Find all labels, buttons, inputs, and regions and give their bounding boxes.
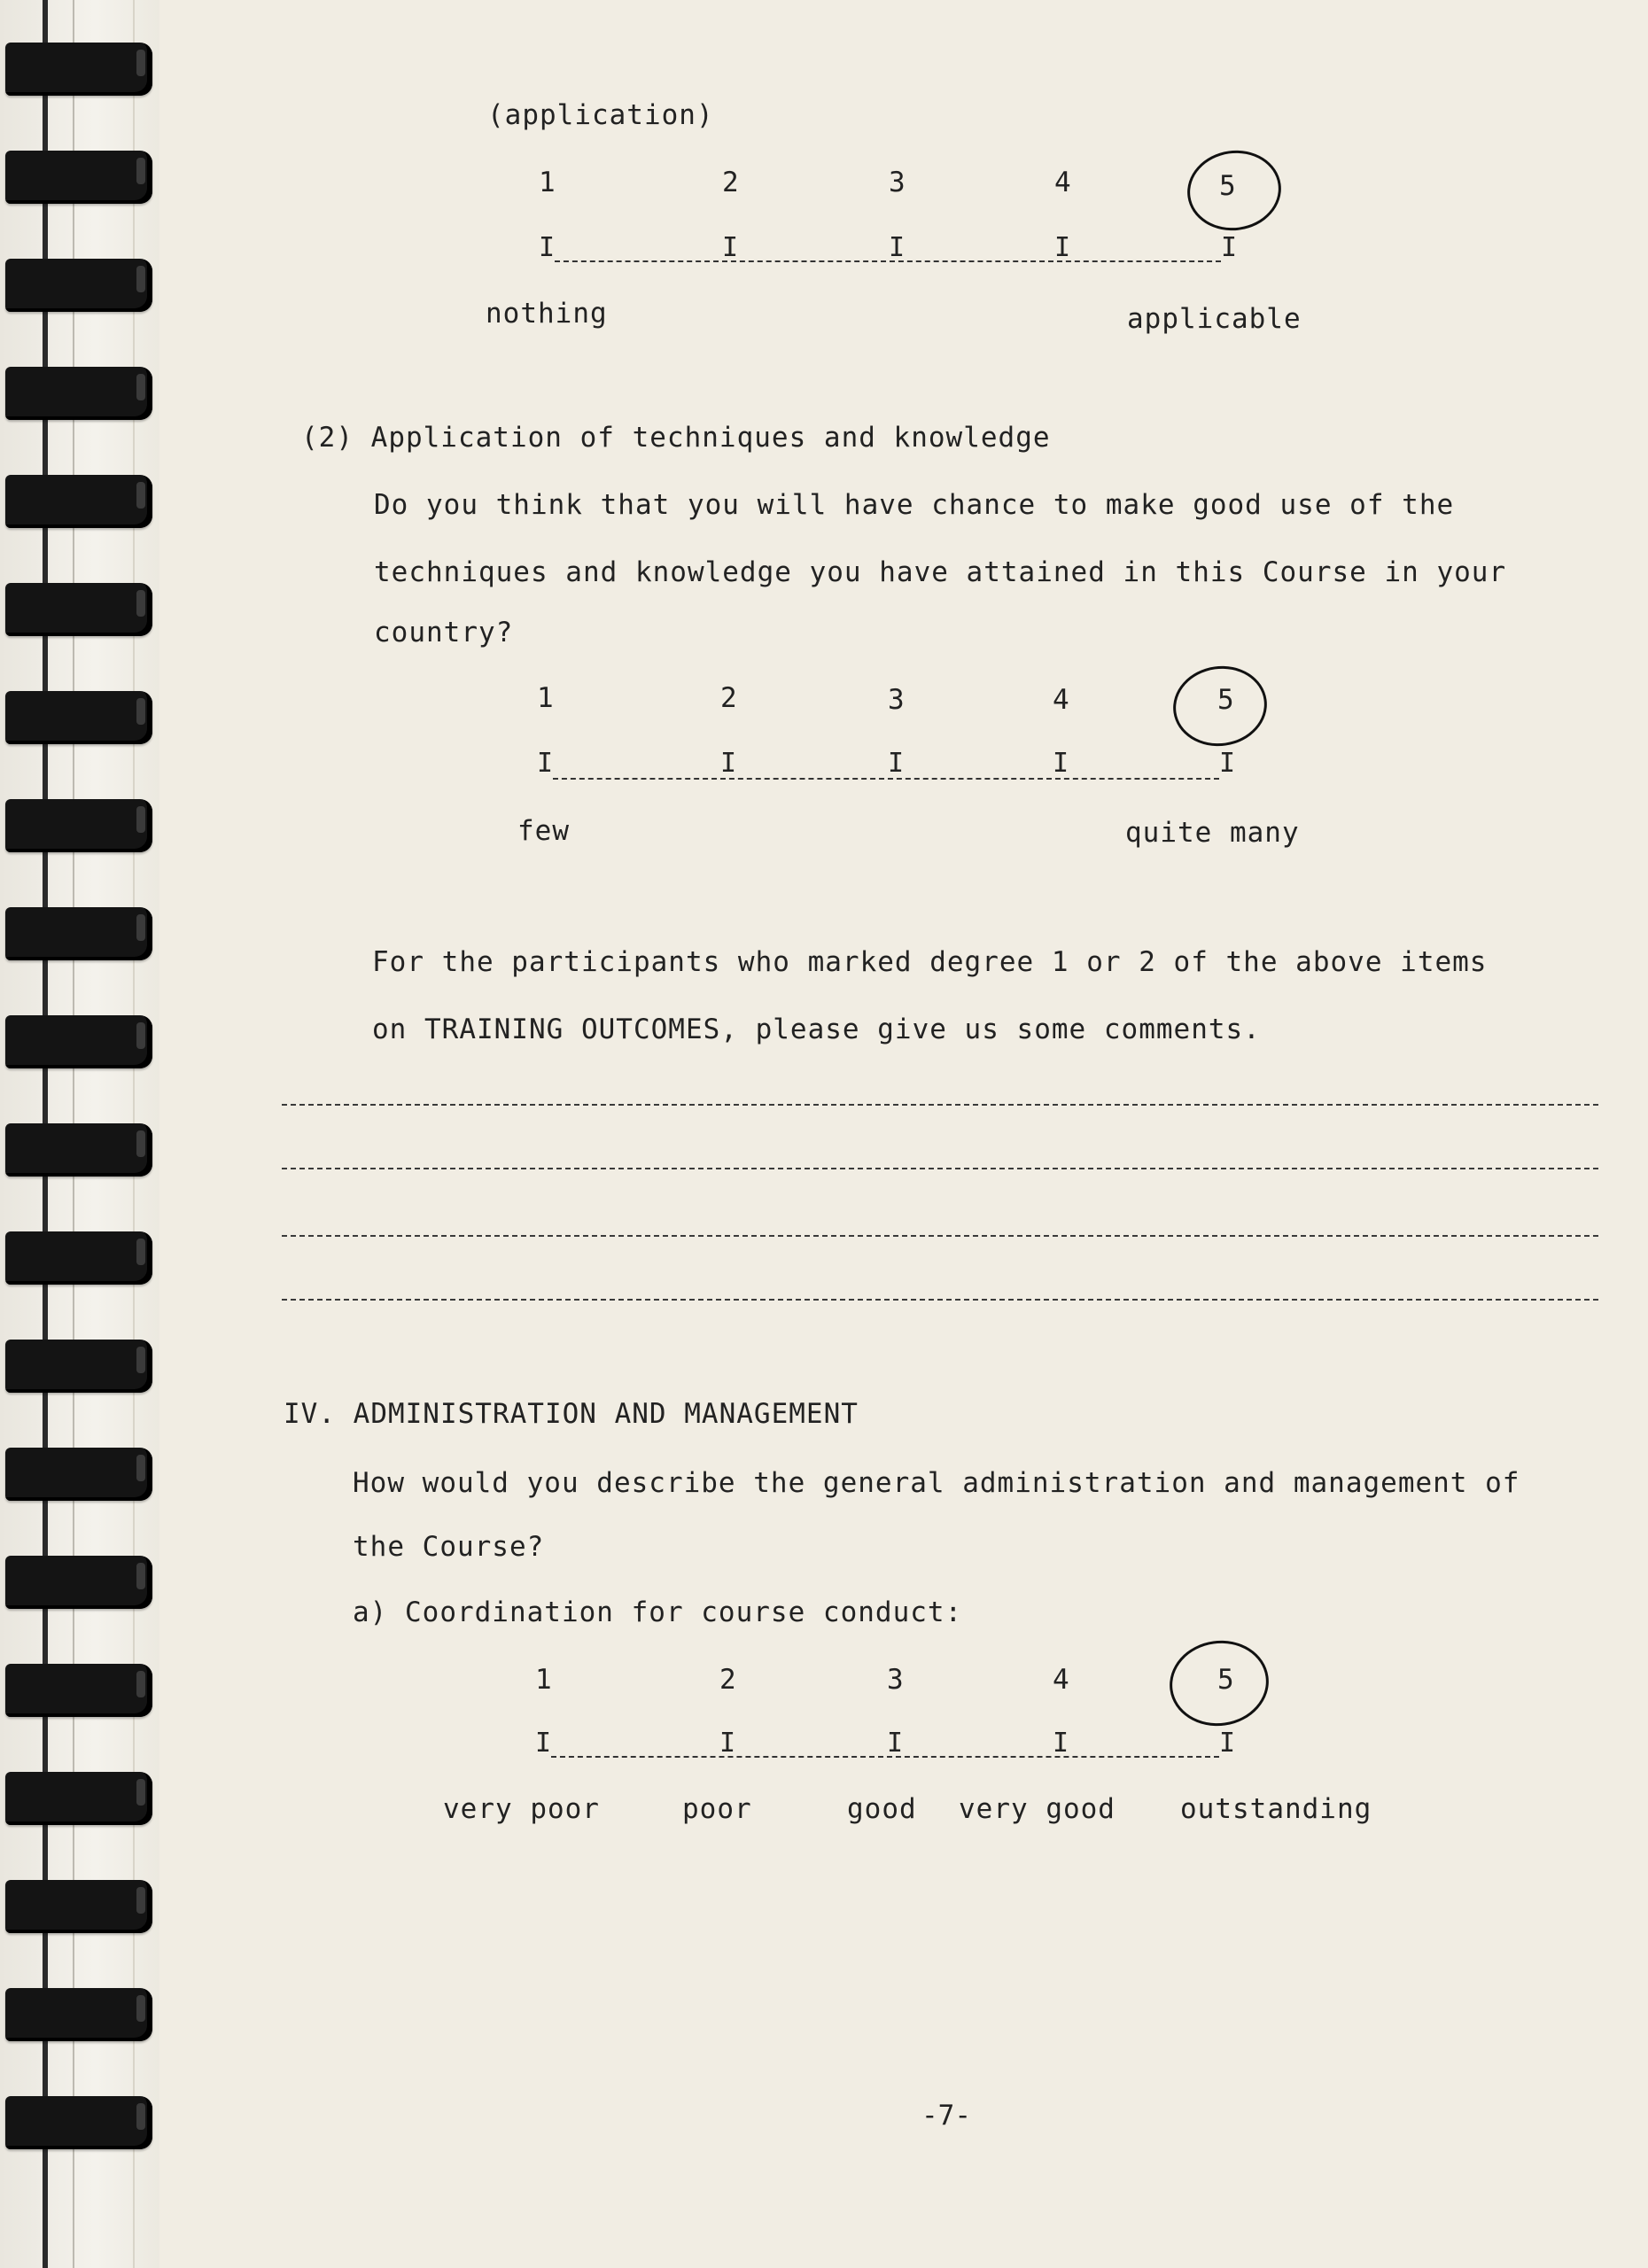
q2-tick: I <box>888 748 905 779</box>
q2-scale-line <box>553 778 1219 780</box>
binding-coil <box>5 1448 152 1501</box>
section-4-heading: IV. ADMINISTRATION AND MANAGEMENT <box>284 1398 859 1430</box>
s4-selection-circle <box>1164 1635 1274 1733</box>
q1-label-top: (application) <box>487 99 714 131</box>
binding-coil <box>5 1556 152 1609</box>
binding-coil <box>5 2096 152 2149</box>
q2-scale-4: 4 <box>1053 684 1069 716</box>
q2-scale-3: 3 <box>888 684 905 716</box>
q1-tick: I <box>1221 232 1238 263</box>
s4-tick: I <box>1219 1728 1236 1759</box>
s4-tick: I <box>719 1728 736 1759</box>
binding-coil <box>5 1772 152 1825</box>
q2-tick: I <box>1219 748 1236 779</box>
q2-tick: I <box>720 748 737 779</box>
binding-coil <box>5 475 152 528</box>
q2-right-anchor: quite many <box>1125 817 1300 849</box>
s4-scale-3: 3 <box>887 1664 904 1696</box>
s4-label-outstanding: outstanding <box>1180 1793 1372 1825</box>
section-4-text-line-1: How would you describe the general administration and management of <box>353 1467 1520 1499</box>
q1-tick: I <box>722 232 739 263</box>
q1-scale-3: 3 <box>889 167 906 198</box>
s4-tick: I <box>535 1728 552 1759</box>
s4-label-very-poor: very poor <box>443 1793 600 1825</box>
q2-scale-1: 1 <box>537 682 554 714</box>
binding-coil <box>5 1880 152 1933</box>
q1-tick: I <box>889 232 906 263</box>
q2-selection-circle <box>1168 660 1271 752</box>
binding-coil <box>5 1340 152 1393</box>
q2-left-anchor: few <box>517 815 570 847</box>
s4-scale-2: 2 <box>719 1664 736 1696</box>
q1-tick: I <box>539 232 556 263</box>
q2-tick: I <box>1053 748 1069 779</box>
s4-scale-line <box>551 1756 1219 1758</box>
s4-label-very-good: very good <box>959 1793 1116 1825</box>
q2-text-line-1: Do you think that you will have chance to make good use of the <box>374 489 1455 521</box>
binding-coil <box>5 43 152 96</box>
binding-coil <box>5 583 152 636</box>
binding-coil <box>5 151 152 204</box>
binding-coil <box>5 1988 152 2041</box>
comment-line-1[interactable] <box>282 1104 1598 1106</box>
binding-coil <box>5 799 152 852</box>
binding-coil <box>5 367 152 420</box>
comment-line-3[interactable] <box>282 1235 1598 1237</box>
s4-tick: I <box>887 1728 904 1759</box>
binding-coil <box>5 1015 152 1068</box>
section-4-text-line-2: the Course? <box>353 1531 545 1563</box>
s4-label-good: good <box>847 1793 917 1825</box>
q2-scale-2: 2 <box>720 682 737 714</box>
q1-selection-circle <box>1182 144 1286 237</box>
s4-scale-4: 4 <box>1053 1664 1069 1696</box>
page-number: -7- <box>921 2100 971 2132</box>
s4-tick: I <box>1053 1728 1069 1759</box>
binding-coil <box>5 1123 152 1177</box>
q1-scale-4: 4 <box>1054 167 1071 198</box>
s4-label-poor: poor <box>682 1793 752 1825</box>
section-4-sub-a: a) Coordination for course conduct: <box>353 1596 963 1628</box>
binding-coil <box>5 907 152 960</box>
binding-coil <box>5 691 152 744</box>
s4-scale-5: 5 <box>1217 1664 1234 1696</box>
comments-text-line-2: on TRAINING OUTCOMES, please give us some comments. <box>372 1014 1261 1045</box>
s4-scale-1: 1 <box>535 1664 552 1696</box>
comment-line-4[interactable] <box>282 1299 1598 1301</box>
q1-scale-2: 2 <box>722 167 739 198</box>
q2-text-line-2: techniques and knowledge you have attained in this Course in your <box>374 556 1507 588</box>
binding-coil <box>5 1231 152 1285</box>
binding-coil <box>5 1664 152 1717</box>
q2-heading: (2) Application of techniques and knowledge <box>301 422 1051 454</box>
binding-coil <box>5 259 152 312</box>
q1-scale-1: 1 <box>539 167 556 198</box>
q1-scale-5: 5 <box>1219 170 1236 202</box>
q1-tick: I <box>1054 232 1071 263</box>
q2-tick: I <box>537 748 554 779</box>
q1-scale-line <box>555 260 1221 262</box>
q2-scale-5: 5 <box>1217 684 1234 716</box>
q1-right-anchor: applicable <box>1127 303 1302 335</box>
q1-left-anchor: nothing <box>486 298 608 330</box>
comments-text-line-1: For the participants who marked degree 1 or 2 of the above items <box>372 946 1488 978</box>
comment-line-2[interactable] <box>282 1168 1598 1169</box>
q2-text-line-3: country? <box>374 617 514 649</box>
